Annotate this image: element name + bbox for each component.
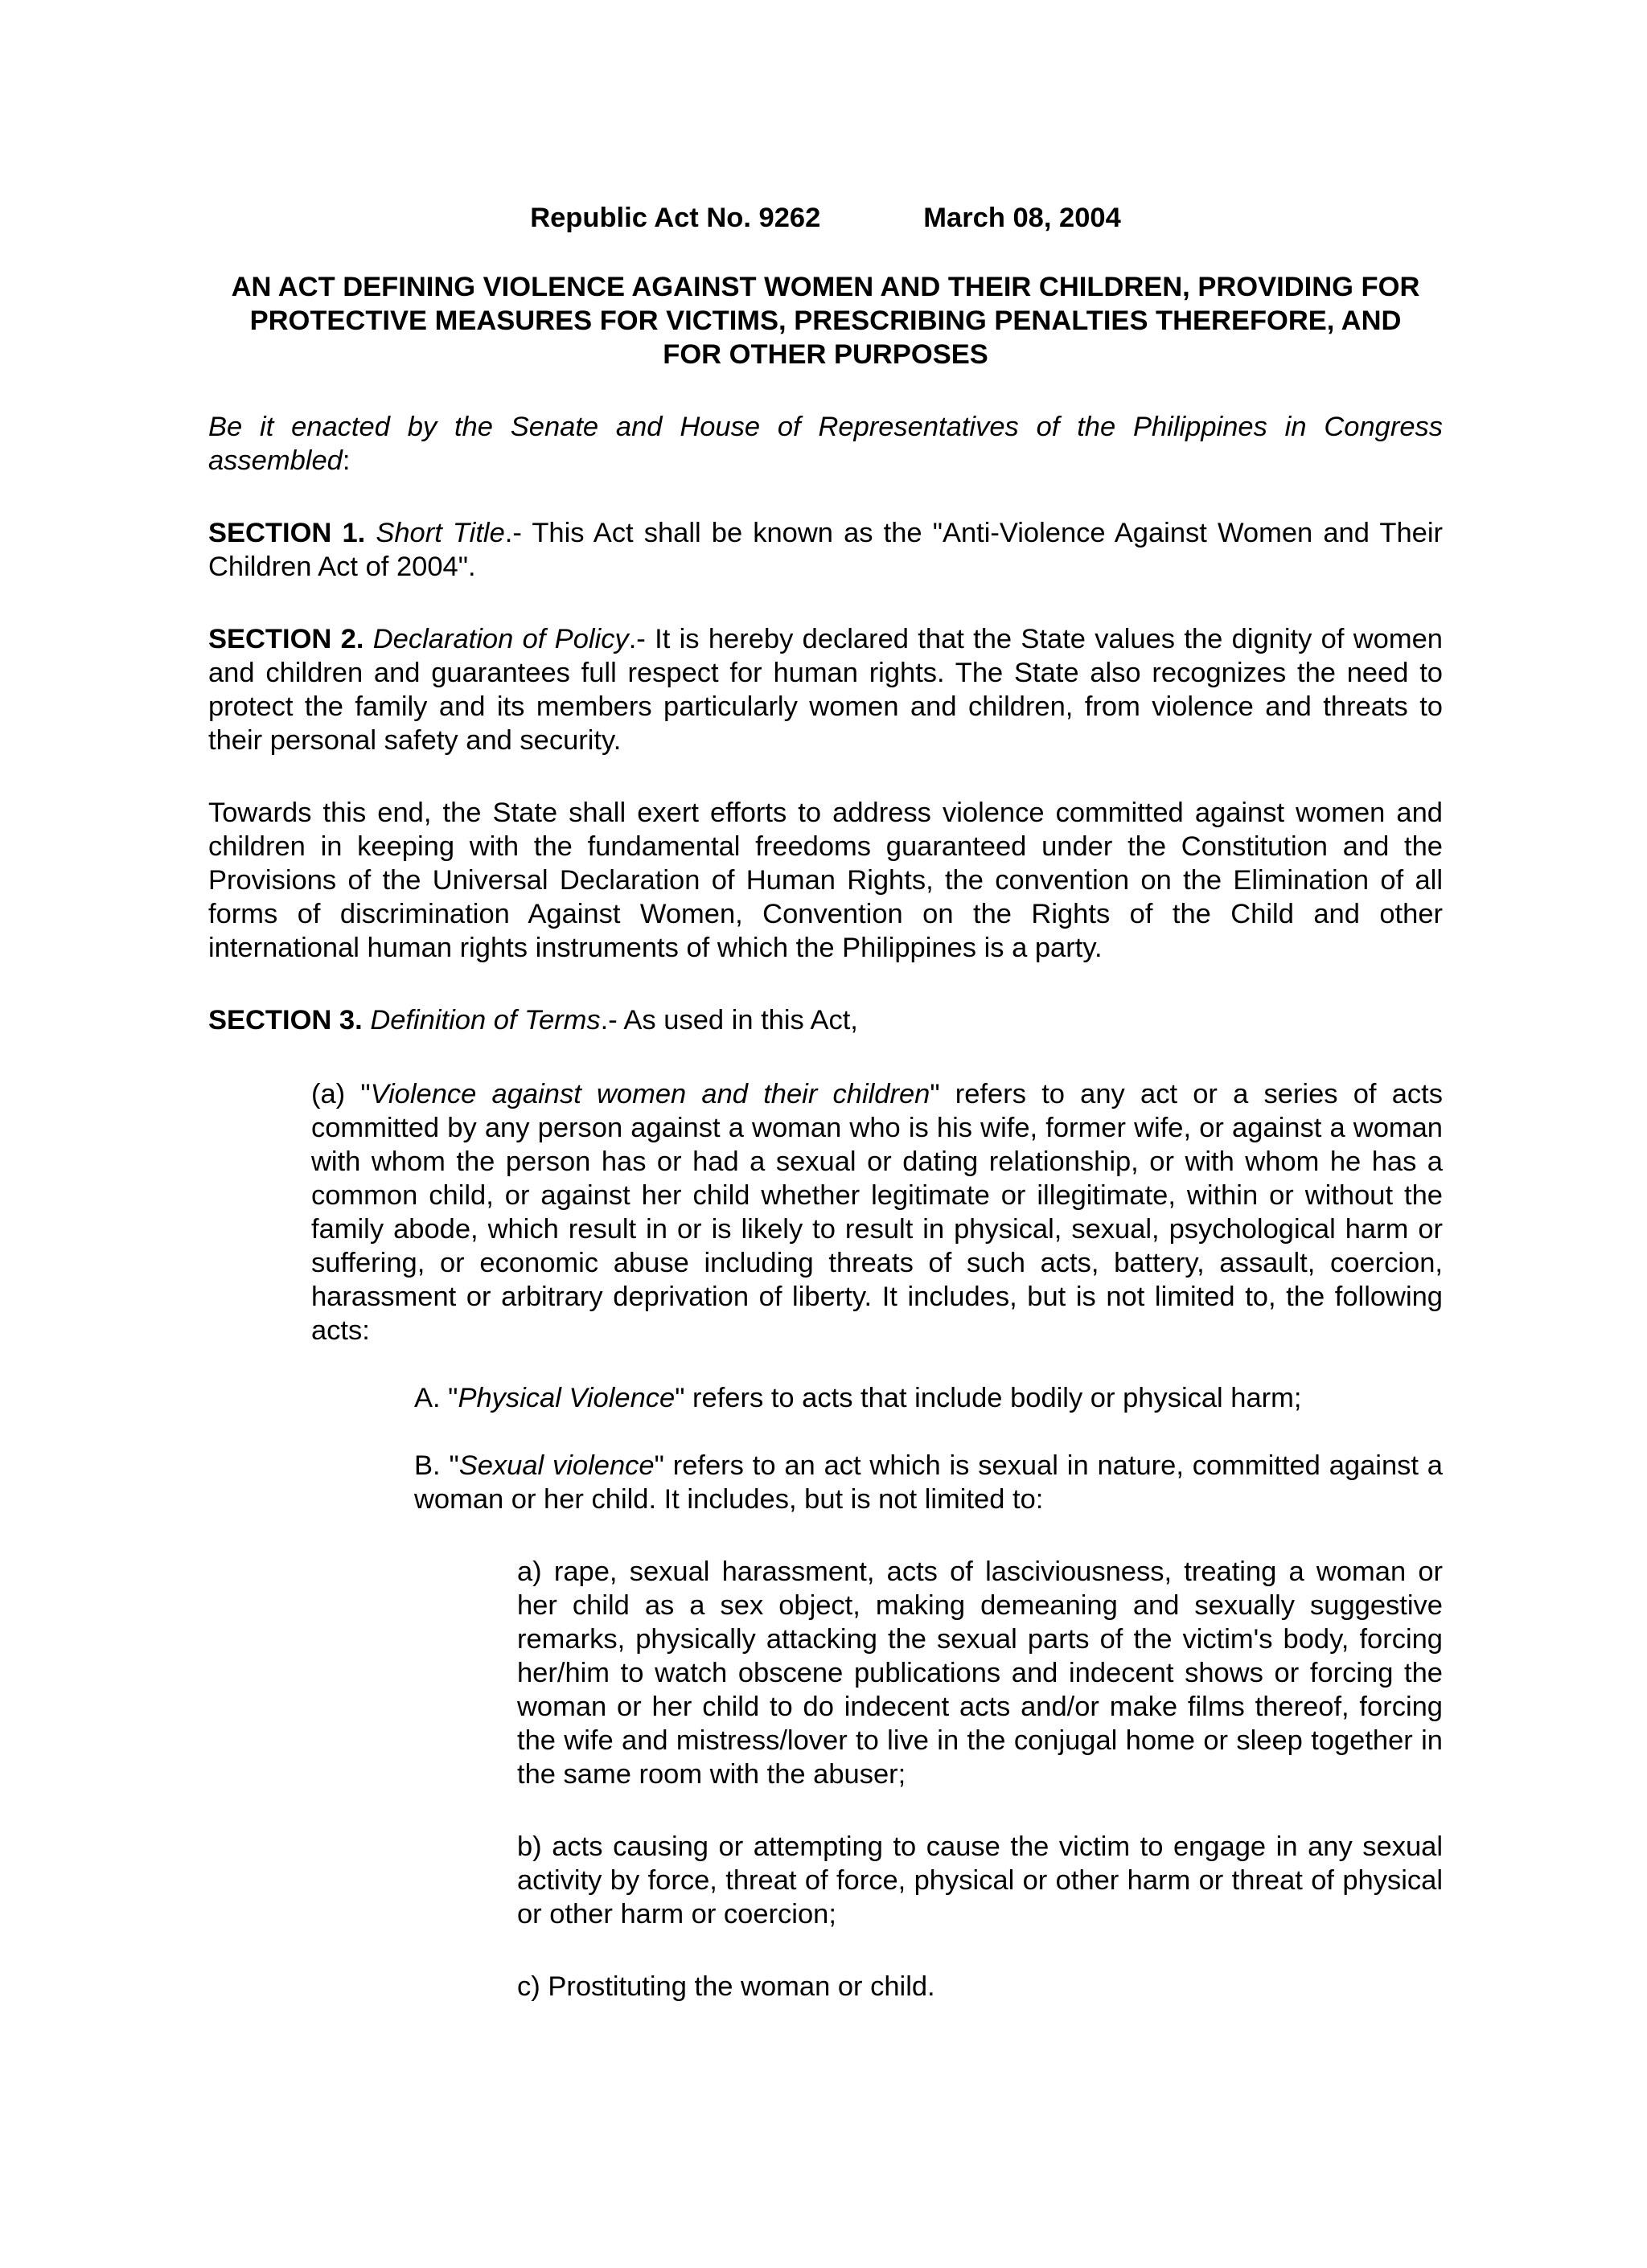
act-title	[208, 270, 1443, 371]
section-3-text: .- As used in this Act,	[600, 1005, 858, 1036]
section-2-heading: Declaration of Policy	[372, 624, 629, 654]
definition-physical-violence: A. "Physical Violence" refers to acts that include bodily or physical harm;	[414, 1383, 1302, 1413]
physical-violence-term: Physical Violence	[458, 1383, 676, 1413]
sexual-violence-item-c: c) Prostituting the woman or child.	[517, 1971, 935, 2002]
section-3-heading: Definition of Terms	[370, 1005, 601, 1036]
title-line: PROTECTIVE MEASURES FOR VICTIMS, PRESCRIBING PENALTIES THEREFORE, AND	[249, 306, 1402, 336]
section-1-text: .- This Act shall be known as the "Anti-Violence Against Women and Their Children Act of 2004".	[208, 518, 1443, 582]
section-1-heading: Short Title	[376, 518, 505, 548]
section-1-label: SECTION 1.	[208, 518, 366, 548]
definition-a-term: Violence against women and their children	[370, 1079, 930, 1109]
section-2	[208, 622, 1443, 757]
sexual-violence-item-b: b) acts causing or attempting to cause the victim to engage in any sexual activity by force, threat of force, physical or other harm or threat of physical or other harm or coercion;	[517, 1831, 1443, 1930]
section-3	[208, 1003, 1443, 1037]
document-page	[208, 201, 1443, 2003]
definition-a: (a) "Violence against women and their children" refers to any act or a series of acts committed by any person against a woman who is his wife, former wife, or against a woman with whom the person has or had a sexual or dating relationship, or with whom he has a common child, or against her child whether legitimate or illegitimate, within or without the family abode, which result in or is likely to result in physical, sexual, psychological harm or suffering, or economic abuse including threats of such acts, battery, assault, coercion, harassment or arbitrary deprivation of liberty. It includes, but is not limited to, the following acts:	[311, 1079, 1443, 1346]
section-3-label: SECTION 3.	[208, 1005, 363, 1036]
sexual-violence-item-a: a) rape, sexual harassment, acts of lasciviousness, treating a woman or her child as a sex object, making demeaning and sexually suggestive remarks, physically attacking the sexual parts of the victim's body, forcing her/him to watch obscene publications and indecent shows or forcing the woman or her child to do indecent acts and/or make films thereof, forcing the wife and mistress/lover to live in the conjugal home or sleep together in the same room with the abuser;	[517, 1556, 1443, 1790]
act-date: March 08, 2004	[923, 203, 1121, 233]
section-1	[208, 516, 1443, 584]
title-line: FOR OTHER PURPOSES	[663, 339, 988, 370]
act-header	[208, 201, 1443, 235]
section-2-label: SECTION 2.	[208, 624, 364, 654]
enacting-clause: Be it enacted by the Senate and House of Representatives of the Philippines in Congress assembled:	[208, 412, 1443, 476]
section-2-paragraph-2: Towards this end, the State shall exert efforts to address violence committed against women and children in keeping with the fundamental freedoms guaranteed under the Constitution and the Provisions of the Universal Declaration of Human Rights, the convention on the Elimination of all forms of discrimination Against Women, Convention on the Rights of the Child and other international human rights instruments of which the Philippines is a party.	[208, 798, 1443, 963]
section-2-text: .- It is hereby declared that the State values the dignity of women and children and guarantees full respect for human rights. The State also recognizes the need to protect the family and its members particularly women and children, from violence and threats to their personal safety and security.	[208, 624, 1443, 756]
act-number: Republic Act No. 9262	[530, 203, 821, 233]
definition-sexual-violence: B. "Sexual violence" refers to an act which is sexual in nature, committed against a woman or her child. It includes, but is not limited to:	[414, 1450, 1443, 1515]
sexual-violence-term: Sexual violence	[458, 1450, 655, 1481]
title-line: AN ACT DEFINING VIOLENCE AGAINST WOMEN AND THEIR CHILDREN, PROVIDING FOR	[231, 272, 1420, 302]
